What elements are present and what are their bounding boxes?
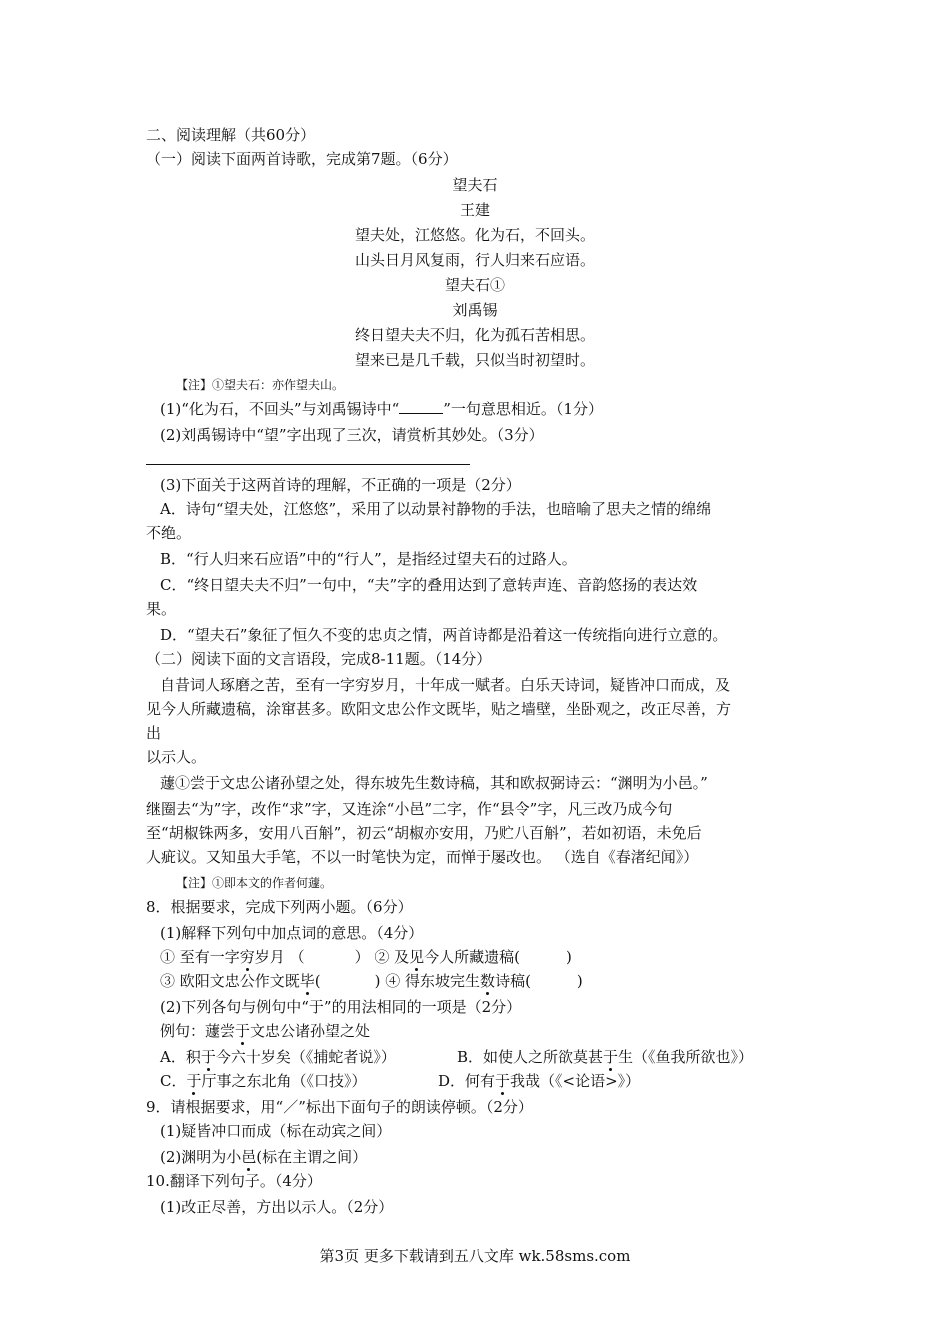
q8-option-b [457, 1046, 753, 1068]
option-b: B．“行人归来石应语”中的“行人”，是指经过望夫石的过路人。 [160, 550, 577, 568]
option-a-cont: 不绝。 [146, 524, 192, 542]
page-footer: 第3页 更多下载请到五八文库 wk.58sms.com [319, 1247, 631, 1265]
section-title: 二、阅读理解（共60分） [146, 126, 316, 144]
item-text: ） ② 及 [354, 948, 410, 966]
q7-1-text-end: ”一句意思相近。（1分） [443, 400, 603, 418]
q8-row-1 [160, 946, 572, 968]
option-a: A．诗句“望夫处，江悠悠”，采用了以动景衬静物的手法，也暗喻了思夫之情的绵绵 [160, 500, 712, 518]
item-text: (2)渊明为小 [160, 1148, 242, 1166]
dotted-char: 于 [495, 1072, 511, 1090]
q8-row-2 [160, 970, 583, 992]
answer-line [146, 464, 470, 465]
option-c: C．“终日望夫夫不归”一句中，“夫”字的叠用达到了意转声连、音韵悠扬的表达效 [160, 576, 698, 594]
item-text: ( [314, 972, 321, 990]
poem2-line: 望来已是几千载，只似当时初望时。 [354, 351, 595, 369]
item-text: C． [160, 1072, 187, 1090]
dotted-char: 于 [186, 1072, 202, 1090]
item-text: 文忠公诸孙望之处 [250, 1022, 371, 1040]
question-7-2: (2)刘禹锡诗中“望”字出现了三次，请赏析其妙处。（3分） [160, 426, 544, 444]
poem1-title: 望夫石 [452, 176, 498, 194]
q7-1-text: (1)“化为石，不回头”与刘禹锡诗中“ [160, 400, 400, 418]
item-text: 诗稿( [495, 972, 531, 990]
q8-option-d [438, 1070, 640, 1092]
option-d: D．“望夫石”象征了恒久不变的忠贞之情，两首诗都是沿着这一传统指向进行立意的。 [160, 626, 728, 644]
item-text: 我哉（《<论语>》） [510, 1072, 641, 1090]
passage-note: 【注】①即本文的作者何蘧。 [176, 876, 333, 890]
question-8-title: 8．根据要求，完成下列两小题。（6分） [146, 898, 413, 916]
passage-line: 人疵议。又知虽大手笔，不以一时笔快为定，而惮于屡改也。 （选自《春渚纪闻》） [146, 848, 699, 866]
item-text: (标在主谓之间） [256, 1148, 368, 1166]
question-7-3: (3)下面关于这两首诗的理解，不正确的一项是（2分） [160, 476, 521, 494]
dotted-char: 于 [200, 1048, 216, 1066]
question-9-title: 9．请根据要求，用“／”标出下面句子的朗读停顿。（2分） [146, 1098, 533, 1116]
item-text: B．如使人之所欲莫甚 [457, 1048, 604, 1066]
answer-blank [399, 398, 443, 414]
example-sentence [160, 1020, 370, 1042]
part1-instruction: （一）阅读下面两首诗歌，完成第7题。（6分） [146, 150, 458, 168]
poem2-title: 望夫石① [444, 276, 505, 294]
item-text: ) ④ 得东坡完生 [374, 972, 481, 990]
passage-line: 自昔词人琢磨之苦，至有一字穷岁月，十年成一赋者。白乐天诗词，疑皆冲口而成，及 [160, 676, 731, 694]
passage-line: 见今人所藏遗稿，涂窜甚多。欧阳文忠公作文既毕，贴之墙壁，坐卧观之，改正尽善，方 [146, 700, 732, 718]
question-9-1: (1)疑皆冲口而成（标在动宾之间） [160, 1122, 392, 1140]
question-7-1 [160, 398, 603, 420]
dotted-char: 毕 [299, 972, 315, 990]
question-9-2 [160, 1146, 367, 1168]
poem-note: 【注】①望夫石：亦作望夫山。 [176, 378, 345, 392]
passage-line: 至“胡椒铢两多，安用八百斛”，初云“胡椒亦安用，乃贮八百斛”，若如初语，未免后 [146, 824, 702, 842]
passage-line: 以示人。 [146, 748, 207, 766]
item-text: 厅事之东北角（《口技》） [201, 1072, 367, 1090]
part2-instruction: （二）阅读下面的文言语段，完成8-11题。（14分） [146, 650, 492, 668]
poem1-line: 山头日月风复雨，行人归来石应语。 [354, 251, 595, 269]
q8-option-c [160, 1070, 367, 1092]
dotted-char: 见 [409, 948, 425, 966]
passage-line: 继圈去“为”字，改作“求”字，又连涂“小邑”二字，作“县令”字，凡三改乃成今句 [146, 800, 673, 818]
item-text: 例句：蘧尝 [160, 1022, 236, 1040]
item-text: 生（《鱼我所欲也》） [618, 1048, 754, 1066]
poem1-line: 望夫处，江悠悠。化为石，不回头。 [354, 226, 595, 244]
dotted-char: 穷 [239, 948, 255, 966]
item-text: 岁月 （ [254, 948, 305, 966]
dotted-char: 于 [235, 1022, 251, 1040]
item-text: ) [566, 948, 572, 966]
q8-option-a [160, 1046, 396, 1068]
item-text: 今人所藏遗稿( [424, 948, 520, 966]
question-10-title: 10.翻译下列句子。（4分） [146, 1172, 322, 1190]
poem2-author: 刘禹锡 [452, 301, 498, 319]
item-text: ③ 欧阳文忠公作文既 [160, 972, 300, 990]
dotted-char: 邑 [241, 1148, 257, 1166]
option-c-cont: 果。 [146, 600, 177, 618]
item-text: D．何有 [438, 1072, 496, 1090]
passage-line: 出 [146, 724, 162, 742]
item-text: ) [576, 972, 583, 990]
question-10-1: (1)改正尽善，方出以示人。（2分） [160, 1198, 394, 1216]
poem2-line: 终日望夫夫不归，化为孤石苦相思。 [354, 326, 595, 344]
item-text: A．积 [160, 1048, 201, 1066]
item-text: 今六十岁矣（《捕蛇者说》） [215, 1048, 396, 1066]
dotted-char: 于 [603, 1048, 619, 1066]
question-8-2: (2)下列各句与例句中“于”的用法相同的一项是（2分） [160, 998, 522, 1016]
question-8-1: (1)解释下列句中加点词的意思。（4分） [160, 924, 424, 942]
item-text: ① 至有一字 [160, 948, 240, 966]
dotted-char: 数 [480, 972, 496, 990]
passage-line: 蘧①尝于文忠公诸孙望之处，得东坡先生数诗稿，其和欧叔弼诗云：“渊明为小邑。” [160, 774, 708, 792]
poem1-author: 王建 [459, 201, 490, 219]
